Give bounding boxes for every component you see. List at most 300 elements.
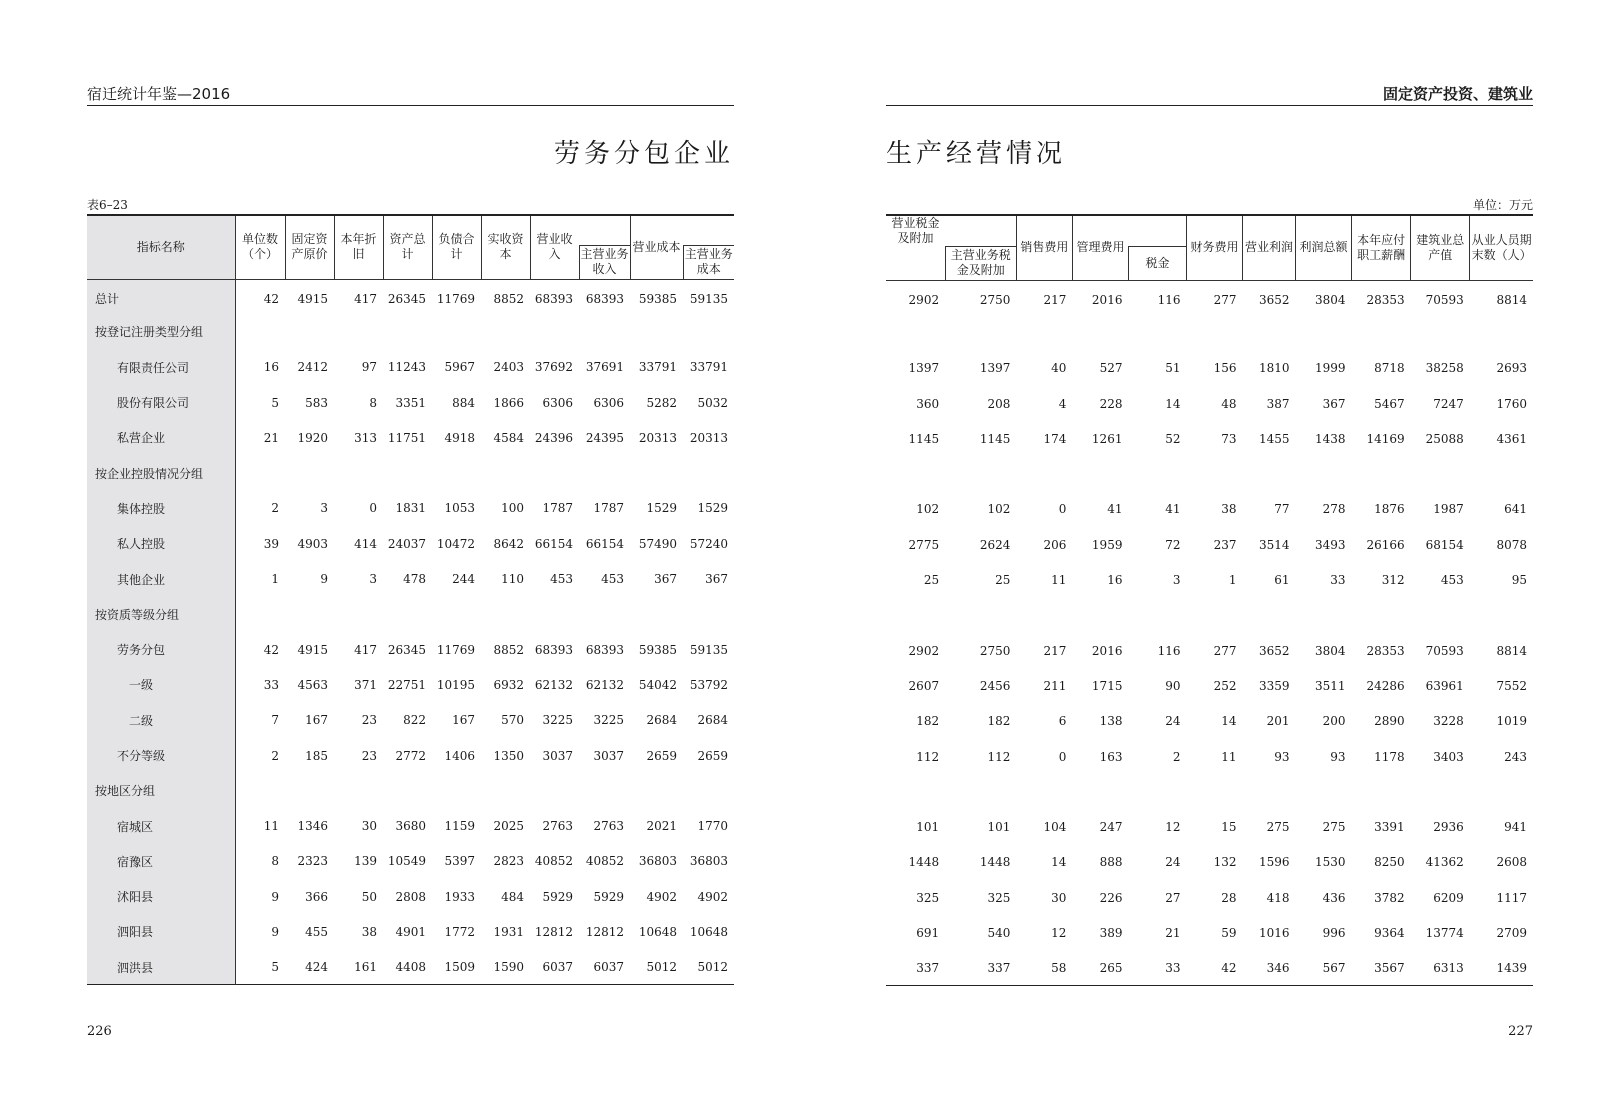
table-cell: 2456 <box>979 678 1011 693</box>
table-row <box>87 738 734 773</box>
table-cell: 8852 <box>493 291 524 306</box>
header-admin-expenses: 管理费用 <box>1072 215 1128 280</box>
table-cell <box>383 773 432 808</box>
table-cell: 185 <box>305 748 328 763</box>
header-total-profit: 利润总额 <box>1296 215 1352 280</box>
table-cell: 101 <box>916 820 940 835</box>
table-cell: 527 <box>1099 361 1123 376</box>
table-cell: 14 <box>1051 855 1067 870</box>
table-cell <box>235 455 285 490</box>
table-cell: 59385 <box>638 642 677 657</box>
table-cell <box>630 455 683 490</box>
table-cell: 48 <box>1221 396 1237 411</box>
table-cell: 11751 <box>387 430 426 445</box>
table-cell: 57490 <box>638 536 677 551</box>
table-cell <box>383 455 432 490</box>
table-cell: 70593 <box>1425 292 1464 307</box>
table-cell: 2763 <box>593 819 624 834</box>
table-cell: 39 <box>263 536 279 551</box>
table-cell: 66154 <box>534 536 573 551</box>
table-cell: 1596 <box>1258 855 1290 870</box>
table-cell: 4915 <box>297 291 328 306</box>
row-label: 有限责任公司 <box>87 350 235 385</box>
table-cell <box>630 773 683 808</box>
table-cell <box>1470 456 1533 491</box>
table-cell: 691 <box>916 925 940 940</box>
header-paid-in-capital: 实收资本 <box>481 215 530 279</box>
table-cell: 4902 <box>646 889 677 904</box>
table-cell: 182 <box>987 714 1011 729</box>
table-cell: 5032 <box>697 395 728 410</box>
table-row <box>886 492 1533 527</box>
header-depreciation: 本年折旧 <box>334 215 383 279</box>
table-cell <box>1296 598 1352 633</box>
table-cell: 50 <box>361 889 377 904</box>
table-cell: 62132 <box>534 677 573 692</box>
row-label: 泗洪县 <box>87 950 235 985</box>
table-cell: 2693 <box>1496 361 1527 376</box>
table-row <box>87 632 734 667</box>
table-cell: 33791 <box>638 360 677 375</box>
table-cell: 38258 <box>1425 361 1464 376</box>
table-cell: 1772 <box>444 924 475 939</box>
row-label: 按地区分组 <box>87 773 235 808</box>
table-cell: 1145 <box>908 431 940 446</box>
table-cell: 217 <box>1043 292 1067 307</box>
table-cell: 40852 <box>585 854 624 869</box>
table-cell: 30 <box>361 819 377 834</box>
table-cell: 418 <box>1266 890 1290 905</box>
table-cell: 77 <box>1274 502 1290 517</box>
table-cell: 2016 <box>1091 643 1123 658</box>
table-cell: 228 <box>1099 396 1123 411</box>
table-cell <box>1352 456 1411 491</box>
table-cell: 1509 <box>444 960 475 975</box>
table-cell: 417 <box>354 642 377 657</box>
table-cell <box>683 455 734 490</box>
table-cell: 23 <box>361 713 377 728</box>
table-cell <box>1411 774 1470 809</box>
table-cell <box>383 597 432 632</box>
table-cell: 9 <box>271 889 279 904</box>
table-cell: 116 <box>1157 643 1181 658</box>
table-cell <box>886 456 945 491</box>
table-cell <box>683 314 734 349</box>
table-cell: 1787 <box>542 501 573 516</box>
table-cell: 371 <box>354 677 377 692</box>
table-cell: 275 <box>1322 820 1346 835</box>
table-cell: 312 <box>1381 573 1405 588</box>
table-cell: 68393 <box>534 291 573 306</box>
right-table-body <box>886 280 1533 986</box>
table-cell: 12 <box>1051 925 1067 940</box>
table-cell <box>432 773 481 808</box>
table-cell <box>285 597 334 632</box>
table-cell <box>1470 598 1533 633</box>
table-cell: 10472 <box>436 536 475 551</box>
unit-label: 单位：万元 <box>1472 198 1533 212</box>
table-cell: 278 <box>1322 502 1346 517</box>
table-cell <box>683 597 734 632</box>
table-cell: 102 <box>916 502 940 517</box>
table-cell <box>235 773 285 808</box>
table-cell: 33 <box>263 677 279 692</box>
table-cell: 3 <box>369 572 377 587</box>
table-cell: 3804 <box>1315 292 1346 307</box>
table-cell: 1053 <box>444 501 475 516</box>
table-cell <box>1072 315 1128 350</box>
table-row <box>87 420 734 455</box>
table-cell: 4563 <box>297 677 328 692</box>
right-page <box>886 0 1533 1099</box>
table-cell <box>1411 598 1470 633</box>
table-cell: 24396 <box>534 430 573 445</box>
table-cell: 1770 <box>697 819 728 834</box>
table-cell <box>886 598 945 633</box>
table-cell: 25 <box>923 573 940 588</box>
table-cell <box>1352 774 1411 809</box>
header-units: 单位数（个） <box>235 215 285 279</box>
table-cell: 37692 <box>534 360 573 375</box>
table-cell: 16 <box>263 360 279 375</box>
table-cell <box>530 455 579 490</box>
table-row <box>87 279 734 314</box>
table-cell: 112 <box>987 749 1011 764</box>
table-cell <box>1128 456 1186 491</box>
table-cell: 478 <box>403 572 426 587</box>
table-cell: 6 <box>1058 714 1067 729</box>
table-cell: 40 <box>1051 361 1067 376</box>
table-cell: 72 <box>1165 537 1181 552</box>
table-cell: 7 <box>271 713 279 728</box>
table-cell: 243 <box>1504 749 1527 764</box>
table-cell: 3359 <box>1258 678 1290 693</box>
table-cell: 21 <box>1165 925 1181 940</box>
table-cell: 24286 <box>1366 678 1405 693</box>
table-cell: 68154 <box>1425 537 1464 552</box>
table-cell: 20313 <box>689 430 728 445</box>
table-cell: 1455 <box>1258 431 1290 446</box>
table-cell: 6932 <box>493 677 524 692</box>
table-title-left: 劳务分包企业 <box>553 139 734 169</box>
table-cell: 8250 <box>1374 855 1405 870</box>
table-cell <box>235 597 285 632</box>
table-cell: 3567 <box>1374 961 1405 976</box>
row-label: 沭阳县 <box>87 879 235 914</box>
table-cell: 424 <box>305 960 328 975</box>
table-cell: 0 <box>369 501 377 516</box>
header-operating-revenue: 营业收入 <box>530 215 579 279</box>
table-cell <box>945 774 1016 809</box>
table-cell: 12812 <box>534 924 573 939</box>
table-row <box>886 774 1533 809</box>
table-cell: 275 <box>1266 820 1290 835</box>
table-cell: 6306 <box>593 395 624 410</box>
table-cell: 2750 <box>979 643 1011 658</box>
table-cell <box>1296 456 1352 491</box>
table-cell: 100 <box>501 501 524 516</box>
table-cell: 366 <box>305 889 328 904</box>
table-cell: 1117 <box>1496 890 1527 905</box>
table-cell: 226 <box>1099 890 1123 905</box>
table-cell: 417 <box>354 291 377 306</box>
table-cell <box>1128 315 1186 350</box>
table-cell: 4361 <box>1496 431 1527 446</box>
table-cell: 24 <box>1165 855 1181 870</box>
table-cell <box>1296 774 1352 809</box>
row-label: 二级 <box>87 703 235 738</box>
table-cell: 2684 <box>697 713 728 728</box>
table-row <box>886 633 1533 668</box>
table-cell: 3652 <box>1258 643 1290 658</box>
table-cell: 8 <box>271 854 279 869</box>
table-cell: 8814 <box>1496 292 1527 307</box>
row-label: 泗阳县 <box>87 914 235 949</box>
table-cell: 325 <box>987 890 1011 905</box>
table-cell: 63961 <box>1425 678 1464 693</box>
table-cell: 888 <box>1099 855 1123 870</box>
table-cell: 5967 <box>444 360 475 375</box>
table-cell <box>285 455 334 490</box>
row-label: 集体控股 <box>87 491 235 526</box>
table-cell: 25 <box>995 573 1011 588</box>
table-cell: 367 <box>1322 396 1346 411</box>
table-cell: 7552 <box>1496 678 1527 693</box>
table-cell: 30 <box>1051 890 1067 905</box>
table-title-right: 生产经营情况 <box>886 139 1067 169</box>
table-cell: 3511 <box>1315 678 1346 693</box>
table-cell <box>886 315 945 350</box>
table-cell <box>1072 598 1128 633</box>
running-head-left: 宿迁统计年鉴—2016 <box>87 84 734 106</box>
table-cell: 453 <box>601 572 624 587</box>
table-cell: 8814 <box>1496 643 1527 658</box>
table-cell: 6306 <box>542 395 573 410</box>
table-cell: 455 <box>305 924 328 939</box>
table-cell: 337 <box>987 961 1011 976</box>
table-cell: 200 <box>1322 714 1346 729</box>
table-cell: 1350 <box>493 748 524 763</box>
table-cell: 2902 <box>908 643 940 658</box>
table-cell: 1876 <box>1374 502 1405 517</box>
header-main-business-cost: 主营业务成本 <box>683 245 734 279</box>
table-cell: 174 <box>1043 431 1067 446</box>
table-cell: 11769 <box>436 291 475 306</box>
table-cell: 1159 <box>444 819 475 834</box>
table-cell <box>383 314 432 349</box>
table-cell: 42 <box>263 642 279 657</box>
table-cell: 5012 <box>646 960 677 975</box>
table-cell: 570 <box>501 713 524 728</box>
right-data-table <box>886 214 1533 986</box>
table-cell: 163 <box>1099 749 1123 764</box>
header-construction-output: 建筑业总产值 <box>1411 215 1470 280</box>
table-cell: 42 <box>1221 961 1237 976</box>
table-cell: 325 <box>916 890 940 905</box>
table-cell: 2 <box>271 748 279 763</box>
header-total-liabilities: 负债合计 <box>432 215 481 279</box>
table-cell: 41362 <box>1425 855 1464 870</box>
table-cell: 161 <box>354 960 377 975</box>
row-label: 私营企业 <box>87 420 235 455</box>
table-cell: 11769 <box>436 642 475 657</box>
table-cell: 101 <box>987 820 1011 835</box>
table-cell <box>432 597 481 632</box>
table-cell: 206 <box>1043 537 1067 552</box>
table-cell: 9 <box>271 924 279 939</box>
table-cell: 37691 <box>585 360 624 375</box>
table-cell: 70593 <box>1425 643 1464 658</box>
table-cell: 90 <box>1165 678 1181 693</box>
table-cell: 93 <box>1274 749 1290 764</box>
header-payroll: 本年应付职工薪酬 <box>1352 215 1411 280</box>
table-row <box>886 421 1533 456</box>
table-cell: 2323 <box>297 854 328 869</box>
table-cell: 2608 <box>1496 855 1527 870</box>
table-cell: 2403 <box>493 360 524 375</box>
table-cell: 1787 <box>593 501 624 516</box>
table-cell: 237 <box>1213 537 1237 552</box>
table-cell: 26345 <box>387 291 426 306</box>
table-cell: 3 <box>1172 573 1181 588</box>
table-cell: 3493 <box>1315 537 1346 552</box>
table-row <box>87 844 734 879</box>
table-cell: 436 <box>1322 890 1346 905</box>
table-cell: 367 <box>705 572 728 587</box>
table-cell: 12 <box>1165 820 1181 835</box>
table-cell: 277 <box>1213 292 1237 307</box>
table-cell <box>683 773 734 808</box>
table-cell: 3225 <box>542 713 573 728</box>
table-cell: 6313 <box>1433 961 1464 976</box>
table-cell: 5012 <box>697 960 728 975</box>
table-cell: 1530 <box>1315 855 1346 870</box>
table-cell: 2025 <box>493 819 524 834</box>
table-cell: 1760 <box>1496 396 1527 411</box>
table-cell: 2016 <box>1091 292 1123 307</box>
table-cell: 1019 <box>1496 714 1527 729</box>
table-cell: 167 <box>452 713 475 728</box>
table-cell: 73 <box>1221 431 1237 446</box>
table-cell: 33791 <box>689 360 728 375</box>
table-cell: 16 <box>1107 573 1123 588</box>
table-cell: 110 <box>501 572 524 587</box>
table-row <box>87 350 734 385</box>
table-cell: 2772 <box>395 748 426 763</box>
table-cell <box>481 773 530 808</box>
table-row <box>886 280 1533 315</box>
table-cell: 61 <box>1274 573 1290 588</box>
row-label: 劳务分包 <box>87 632 235 667</box>
table-cell <box>1072 456 1128 491</box>
table-cell: 59 <box>1221 925 1237 940</box>
table-cell: 3391 <box>1374 820 1405 835</box>
table-cell: 41 <box>1165 502 1181 517</box>
table-cell: 1529 <box>697 501 728 516</box>
table-cell: 58 <box>1051 961 1067 976</box>
table-cell: 38 <box>361 924 377 939</box>
running-head-right: 固定资产投资、建筑业 <box>886 84 1533 106</box>
table-cell: 14 <box>1165 396 1181 411</box>
table-cell <box>886 774 945 809</box>
header-taxes: 税金 <box>1128 246 1186 280</box>
row-label: 一级 <box>87 667 235 702</box>
table-cell: 4915 <box>297 642 328 657</box>
table-cell: 5467 <box>1374 396 1405 411</box>
table-row <box>886 845 1533 880</box>
table-cell: 941 <box>1504 820 1527 835</box>
header-operating-profit: 营业利润 <box>1243 215 1296 280</box>
table-cell: 28353 <box>1366 643 1405 658</box>
table-cell: 211 <box>1043 678 1067 693</box>
table-cell: 52 <box>1165 431 1181 446</box>
table-cell: 68393 <box>585 291 624 306</box>
table-row <box>87 455 734 490</box>
table-cell: 182 <box>916 714 940 729</box>
table-cell <box>334 597 383 632</box>
table-row <box>886 351 1533 386</box>
table-cell: 138 <box>1099 714 1123 729</box>
table-cell: 641 <box>1504 502 1527 517</box>
table-cell: 1397 <box>908 361 940 376</box>
table-cell: 11243 <box>387 360 426 375</box>
table-cell: 2 <box>271 501 279 516</box>
table-cell: 10195 <box>436 677 475 692</box>
table-cell: 8642 <box>493 536 524 551</box>
table-cell: 167 <box>305 713 328 728</box>
table-cell: 5 <box>271 395 279 410</box>
table-cell: 1715 <box>1091 678 1123 693</box>
table-cell: 1438 <box>1315 431 1346 446</box>
table-cell: 33 <box>1165 961 1181 976</box>
table-cell: 1145 <box>979 431 1011 446</box>
table-cell: 346 <box>1266 961 1290 976</box>
table-cell: 822 <box>403 713 426 728</box>
table-cell: 5397 <box>444 854 475 869</box>
table-cell: 59385 <box>638 291 677 306</box>
table-cell <box>1128 774 1186 809</box>
table-cell: 2763 <box>542 819 573 834</box>
table-row <box>886 915 1533 950</box>
table-cell: 0 <box>1058 502 1067 517</box>
table-cell <box>945 598 1016 633</box>
table-cell <box>1243 598 1296 633</box>
header-name: 指标名称 <box>87 215 235 279</box>
table-cell: 583 <box>305 395 328 410</box>
table-cell: 2775 <box>908 537 940 552</box>
table-cell: 3680 <box>395 819 426 834</box>
table-cell: 2 <box>1172 749 1181 764</box>
row-label: 宿豫区 <box>87 844 235 879</box>
table-cell: 4918 <box>444 430 475 445</box>
table-cell <box>334 314 383 349</box>
table-cell: 0 <box>1058 749 1067 764</box>
table-cell <box>1187 315 1243 350</box>
table-cell: 1866 <box>493 395 524 410</box>
table-cell <box>1470 774 1533 809</box>
table-row <box>87 385 734 420</box>
table-cell: 2750 <box>979 292 1011 307</box>
table-cell: 453 <box>550 572 573 587</box>
table-cell: 2607 <box>908 678 940 693</box>
table-cell: 62132 <box>585 677 624 692</box>
table-cell: 201 <box>1266 714 1290 729</box>
table-cell: 484 <box>501 889 524 904</box>
table-row <box>886 809 1533 844</box>
table-row <box>886 739 1533 774</box>
left-table-body <box>87 279 734 985</box>
table-cell <box>1016 315 1072 350</box>
